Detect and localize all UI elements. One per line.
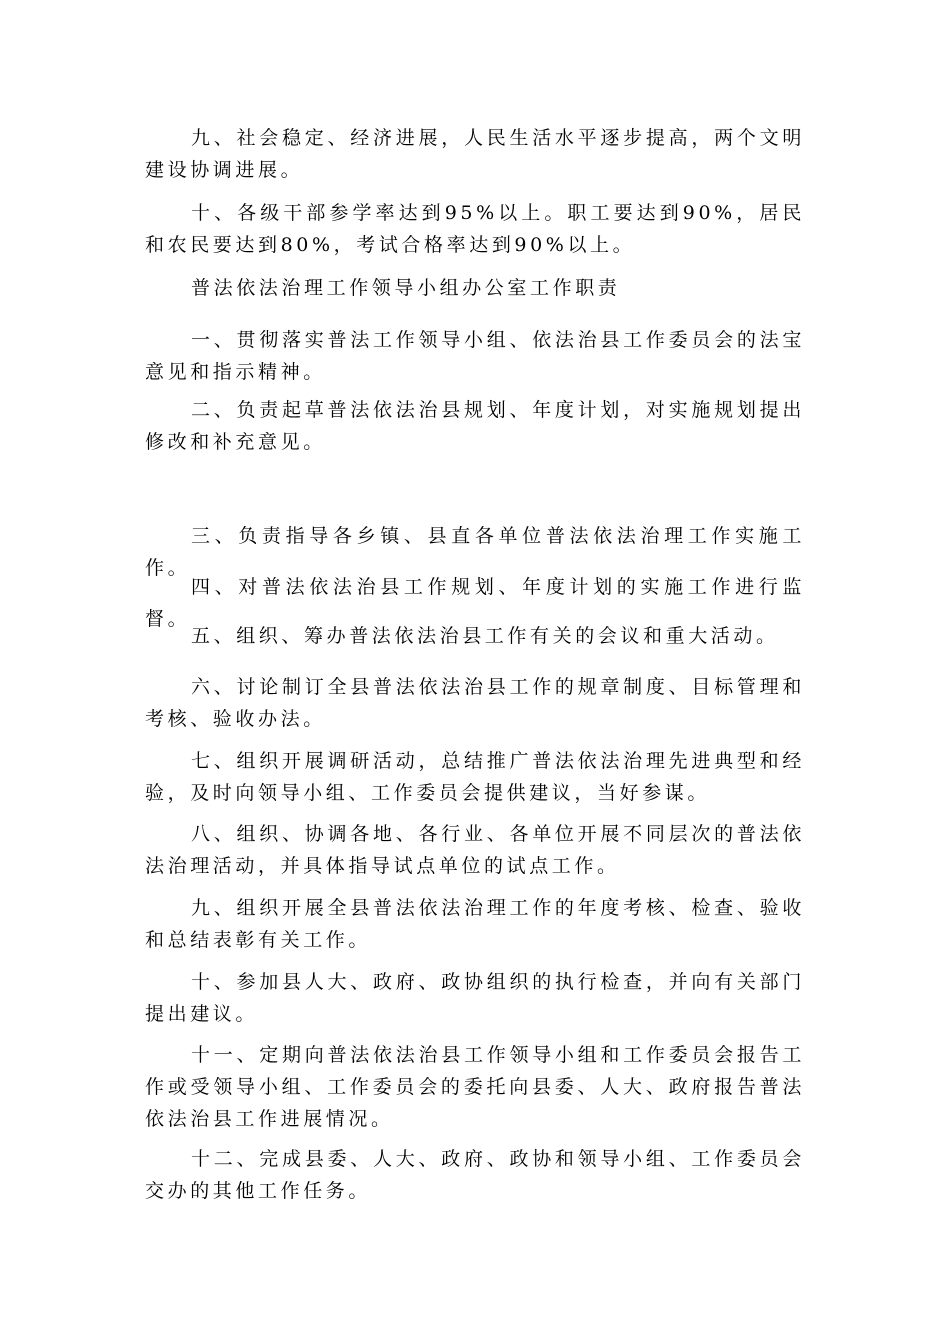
paragraph-item-9-social-stability: 九、社会稳定、经济进展，人民生活水平逐步提高，两个文明建设协调进展。 (145, 127, 805, 181)
section-heading: 普法依法治理工作领导小组办公室工作职责 (191, 277, 621, 299)
duty-item-6: 六、讨论制订全县普法依法治县工作的规章制度、目标管理和考核、验收办法。 (145, 676, 805, 730)
duty-item-4: 四、对普法依法治县工作规划、年度计划的实施工作进行监督。 (145, 576, 805, 630)
duty-item-12: 十二、完成县委、人大、政府、政协和领导小组、工作委员会交办的其他工作任务。 (145, 1148, 805, 1202)
duty-item-11: 十一、定期向普法依法治县工作领导小组和工作委员会报告工作或受领导小组、工作委员会的委托向县委、人大、政府报告普法依法治县工作进展情况。 (145, 1044, 805, 1130)
duty-item-2: 二、负责起草普法依法治县规划、年度计划，对实施规划提出修改和补充意见。 (145, 399, 805, 453)
duty-item-7: 七、组织开展调研活动，总结推广普法依法治理先进典型和经验，及时向领导小组、工作委员会提供建议，当好参谋。 (145, 750, 805, 804)
duty-item-9: 九、组织开展全县普法依法治理工作的年度考核、检查、验收和总结表彰有关工作。 (145, 897, 805, 951)
duty-item-3: 三、负责指导各乡镇、县直各单位普法依法治理工作实施工作。 (145, 525, 805, 579)
duty-item-10: 十、参加县人大、政府、政协组织的执行检查，并向有关部门提出建议。 (145, 971, 805, 1025)
duty-item-8: 八、组织、协调各地、各行业、各单位开展不同层次的普法依法治理活动，并具体指导试点单位的试点工作。 (145, 823, 805, 877)
duty-item-1: 一、贯彻落实普法工作领导小组、依法治县工作委员会的法宝意见和指示精神。 (145, 329, 805, 383)
duty-item-5: 五、组织、筹办普法依法治县工作有关的会议和重大活动。 (191, 625, 779, 647)
paragraph-item-10-participation-rates: 十、各级干部参学率达到95%以上。职工要达到90%，居民和农民要达到80%，考试合格率达到90%以上。 (145, 202, 805, 256)
